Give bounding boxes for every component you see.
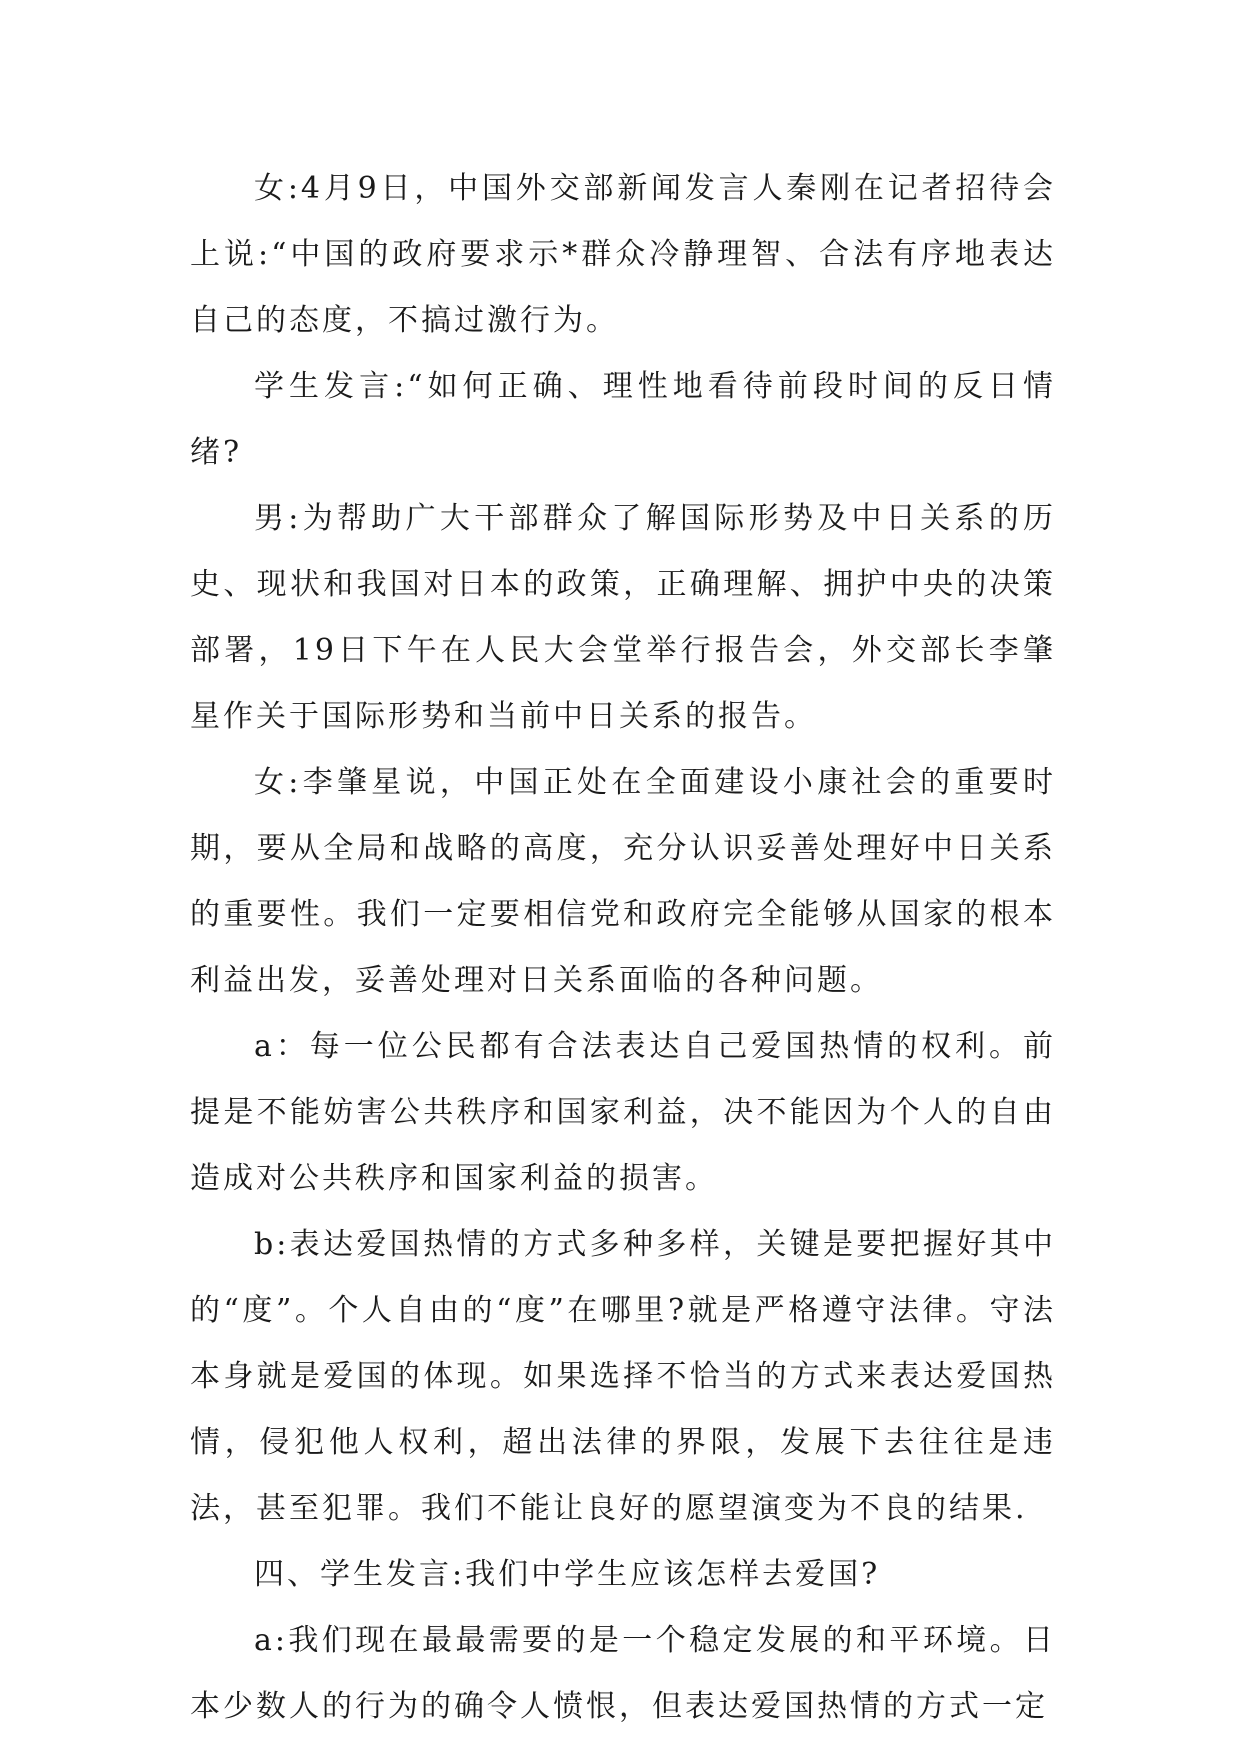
paragraph-4: 女:李肇星说，中国正处在全面建设小康社会的重要时期，要从全局和战略的高度，充分认识妥善处理好中日关系的重要性。我们一定要相信党和政府完全能够从国家的根本利益出发，妥善处理对日关系面临的各种问题。	[190, 765, 1056, 998]
paragraph-8: a:我们现在最最需要的是一个稳定发展的和平环境。日本少数人的行为的确令人愤恨，但表达爱国热情的方式一定	[190, 1623, 1056, 1724]
paragraph-5: a：每一位公民都有合法表达自己爱国热情的权利。前提是不能妨害公共秩序和国家利益，决不能因为个人的自由造成对公共秩序和国家利益的损害。	[190, 1029, 1056, 1196]
paragraph-7: 四、学生发言:我们中学生应该怎样去爱国?	[254, 1557, 881, 1592]
paragraph-6: b:表达爱国热情的方式多种多样，关键是要把握好其中的“度”。个人自由的“度”在哪里?就是严格遵守法律。守法本身就是爱国的体现。如果选择不恰当的方式来表达爱国热情，侵犯他人权利，超出法律的界限，发展下去往往是违法，甚至犯罪。我们不能让良好的愿望演变为不良的结果.	[190, 1227, 1056, 1526]
paragraph-2: 学生发言:“如何正确、理性地看待前段时间的反日情绪?	[190, 369, 1056, 470]
paragraph-1: 女:4月9日，中国外交部新闻发言人秦刚在记者招待会上说:“中国的政府要求示*群众冷静理智、合法有序地表达自己的态度，不搞过激行为。	[190, 171, 1056, 338]
paragraph-3: 男:为帮助广大干部群众了解国际形势及中日关系的历史、现状和我国对日本的政策，正确理解、拥护中央的决策部署，19日下午在人民大会堂举行报告会，外交部长李肇星作关于国际形势和当前中日关系的报告。	[190, 501, 1056, 734]
document-body	[190, 156, 1056, 1740]
